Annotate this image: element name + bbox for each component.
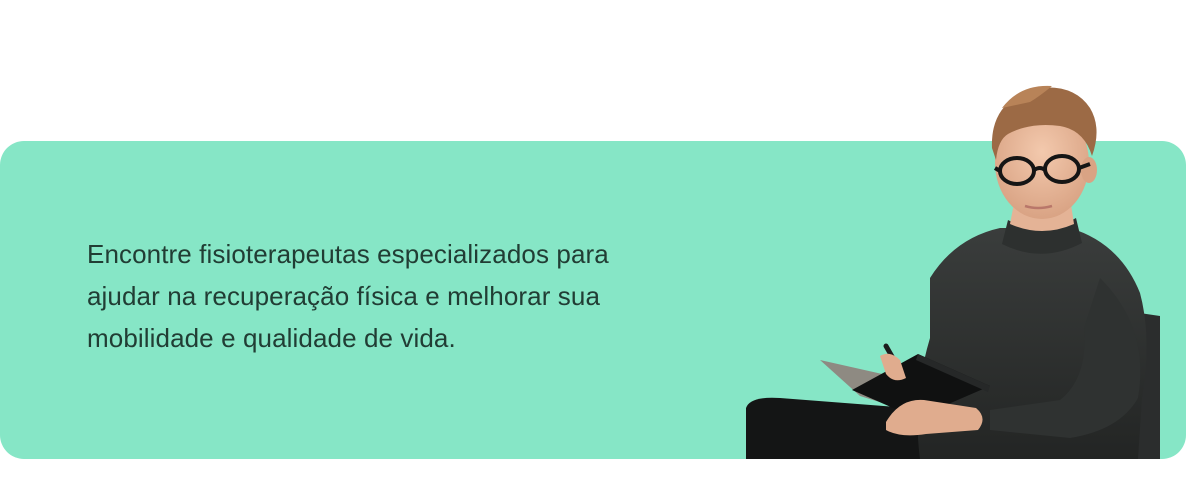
physiotherapist-photo xyxy=(740,78,1160,459)
banner-line-1: Encontre fisioterapeutas especializados para xyxy=(87,239,609,269)
banner-line-3: mobilidade e qualidade de vida. xyxy=(87,323,456,353)
banner-line-2: ajudar na recuperação física e melhorar sua xyxy=(87,281,601,311)
banner-description xyxy=(87,233,747,359)
